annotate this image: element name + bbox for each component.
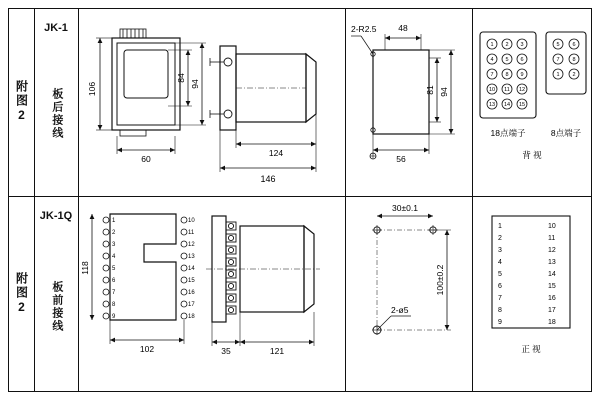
svg-text:7: 7 [498,295,502,302]
svg-text:16: 16 [548,295,556,302]
svg-text:10: 10 [548,223,556,230]
svg-text:11: 11 [548,235,556,242]
svg-text:2: 2 [505,42,509,48]
svg-text:13: 13 [188,254,195,260]
row1-wiring-label: 板后接线 [50,88,63,140]
svg-text:7: 7 [490,72,494,78]
svg-text:118: 118 [80,261,90,275]
svg-text:124: 124 [268,148,284,158]
svg-text:12: 12 [518,87,526,93]
row1-model-label: JK-1 [44,22,68,35]
svg-text:2: 2 [112,230,116,236]
row2-front-and-side-view [80,200,344,390]
svg-text:6: 6 [498,283,502,290]
svg-text:13: 13 [548,259,556,266]
svg-text:3: 3 [112,242,116,248]
row1-terminal-view [474,18,590,188]
svg-text:18点端子: 18点端子 [490,128,526,138]
svg-text:30±0.1: 30±0.1 [392,203,418,213]
svg-text:1: 1 [498,223,502,230]
svg-text:11: 11 [504,87,510,93]
svg-text:13: 13 [488,102,496,108]
svg-text:15: 15 [518,102,526,108]
svg-text:10: 10 [188,218,195,224]
svg-text:3: 3 [520,42,524,48]
svg-text:9: 9 [498,319,502,326]
row2-model-label: JK-1Q [39,210,73,223]
svg-text:84: 84 [176,73,186,83]
svg-text:5: 5 [498,271,502,278]
svg-text:1: 1 [112,218,116,224]
svg-text:10: 10 [488,87,496,93]
svg-text:18: 18 [548,319,556,326]
svg-text:94: 94 [190,79,200,89]
svg-text:15: 15 [188,278,195,284]
svg-text:9: 9 [112,314,116,320]
row1-front-and-side-view [80,10,344,195]
svg-text:7: 7 [556,57,560,63]
svg-text:100±0.2: 100±0.2 [435,264,445,296]
svg-text:17: 17 [188,302,195,308]
svg-text:3: 3 [498,247,502,254]
svg-text:16: 16 [188,290,195,296]
svg-text:146: 146 [260,174,276,184]
svg-text:4: 4 [112,254,116,260]
svg-text:35: 35 [221,346,231,356]
svg-text:背 视: 背 视 [522,150,542,160]
svg-text:15: 15 [548,283,556,290]
svg-text:11: 11 [188,230,195,236]
svg-text:6: 6 [112,278,116,284]
svg-text:60: 60 [141,154,151,164]
svg-text:7: 7 [112,290,116,296]
svg-text:5: 5 [505,57,509,63]
svg-text:94: 94 [439,87,449,97]
divider-v-2 [78,8,79,392]
svg-text:48: 48 [398,23,408,33]
svg-text:8: 8 [498,307,502,314]
row2-figure-label: 附图2 [14,272,29,316]
divider-h-1 [8,196,592,197]
svg-text:2: 2 [572,72,576,78]
svg-text:8: 8 [112,302,116,308]
svg-text:106: 106 [87,81,97,97]
row1-figure-label: 附图2 [14,80,29,124]
svg-text:8点端子: 8点端子 [550,128,582,138]
svg-text:56: 56 [396,154,406,164]
svg-text:5: 5 [556,42,560,48]
svg-text:12: 12 [188,242,195,248]
svg-text:14: 14 [188,266,195,272]
svg-text:14: 14 [503,102,511,108]
svg-text:17: 17 [548,307,556,314]
svg-text:18: 18 [188,314,195,320]
divider-v-3 [345,8,346,392]
svg-text:12: 12 [548,247,556,254]
svg-text:8: 8 [572,57,576,63]
svg-text:81: 81 [425,85,435,95]
svg-text:121: 121 [269,346,285,356]
svg-text:1: 1 [556,72,560,78]
svg-text:102: 102 [139,344,155,354]
svg-text:14: 14 [548,271,556,278]
svg-text:2-R2.5: 2-R2.5 [351,24,377,34]
row2-wiring-label: 板前接线 [50,281,63,333]
svg-text:2-ø5: 2-ø5 [391,305,409,315]
row1-panel-cutout-view [347,10,471,195]
row2-panel-cutout-view [347,200,471,390]
row2-terminal-list-view [474,206,590,386]
svg-text:4: 4 [498,259,502,266]
svg-text:8: 8 [505,72,509,78]
svg-text:正 视: 正 视 [521,344,541,354]
svg-text:6: 6 [572,42,576,48]
svg-text:1: 1 [490,42,494,48]
svg-text:5: 5 [112,266,116,272]
divider-v-4 [472,8,473,392]
svg-text:6: 6 [520,57,524,63]
svg-text:4: 4 [490,57,494,63]
svg-text:9: 9 [520,72,524,78]
svg-text:2: 2 [498,235,502,242]
